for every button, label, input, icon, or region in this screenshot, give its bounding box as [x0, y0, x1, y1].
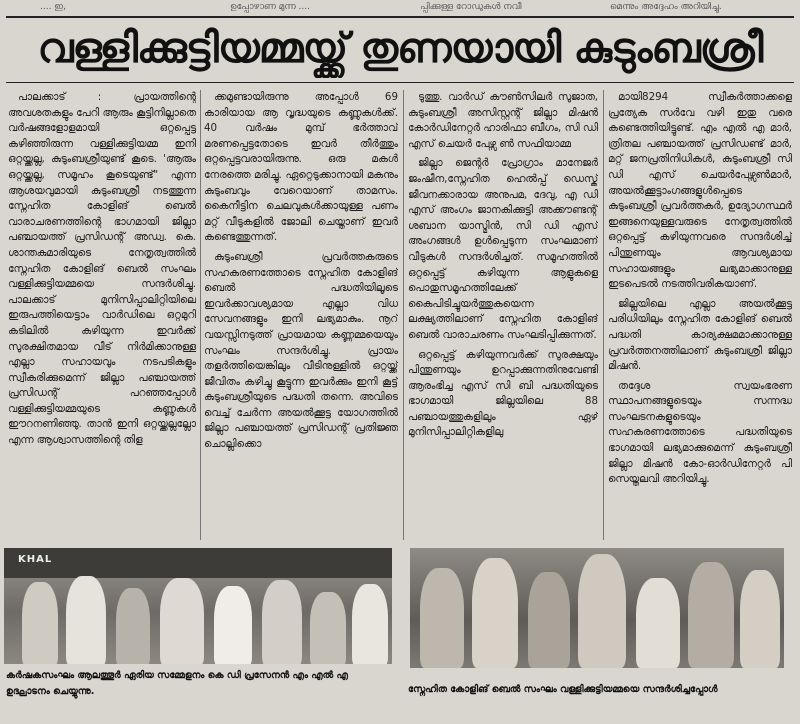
- person-figure: [740, 570, 780, 668]
- visit-photo: [410, 548, 784, 668]
- strip-text-left: .... ഇ,: [40, 2, 66, 12]
- person-figure: [528, 572, 570, 668]
- person-figure: [66, 576, 106, 664]
- column-divider: [200, 90, 201, 540]
- person-figure: [472, 558, 518, 668]
- column-divider: [403, 90, 404, 540]
- article-column-3: [408, 90, 598, 542]
- visit-photo-caption: സ്നേഹിത കോളിങ് ബെൽ സംഘം വള്ളിക്കുട്ടിയമ്മയെ സന്ദർശിച്ചപ്പോൾ: [408, 684, 718, 695]
- previous-article-strip: [0, 0, 800, 16]
- meeting-photo: [4, 548, 392, 664]
- person-figure: [688, 562, 734, 668]
- column-divider: [603, 90, 604, 540]
- person-figure: [310, 592, 346, 664]
- article-column-1: [8, 90, 196, 542]
- person-figure: [22, 582, 58, 664]
- person-figure: [214, 586, 252, 664]
- banner-sign-text: KHAL: [18, 554, 53, 565]
- person-figure: [578, 554, 626, 668]
- paragraph: ക്കമുണ്ടായിരുന്നു അപ്പോൾ 69 കാരിയായ ആ വൃദ്ധയുടെ കണ്ണുകൾക്ക്. 40 വർഷം മുമ്പ് ഭർത്താവ് മരണപ്പെട്ടതോടെ ഇവർ തീർത്തും ഒറ്റപ്പെട്ടവരായിരുന്നു. ഒരു മകൾ നേരത്തെ മരിച്ചു. ഏറ്റെടുക്കാനായി മകനും കുടുംബവും വേറെയാണ് താമസം. കൈനീട്ടിന ചെലവുകൾക്കായുള്ള പണം മറ്റ് വീടുകളിൽ ജോലി ചെയ്താണ് ഇവർ കണ്ടെത്തുന്നത്.: [204, 91, 398, 244]
- person-figure: [420, 568, 464, 668]
- paragraph: ജില്ലാ ജെന്റർ പ്രോഗ്രാം മാനേജർ ജംഷീന,സ്നേഹിത ഹെൽപ്പ് ഡെസ്ക് ജീവനക്കാരായ അനുപമ, ദേവു, എ ഡി എസ് അംഗം ജാനകിക്കുട്ടി അക്കൗണ്ടന്റ് ശബാന യാസ്മിൻ, സി ഡി എസ് അംഗങ്ങൾ ഉൾപ്പെടുന്ന സംഘമാണ് വീടുകൾ സന്ദർശിച്ചത്. സമൂഹത്തിൽ ഒറ്റപ്പെട്ട് കഴിയുന്ന ആളുകളെ പൊതുസമൂഹത്തിലേക്ക് കൈപിടിച്ചുയർത്തുകയെന്ന ലക്ഷ്യത്തിലാണ് സ്നേഹിത കോളിങ് ബെൽ വാരാചരണം സംഘടിപ്പിക്കുന്നത്.: [408, 157, 598, 341]
- person-figure: [636, 578, 680, 668]
- person-figure: [262, 580, 302, 664]
- person-figure: [352, 584, 388, 664]
- article-column-4: [608, 90, 792, 542]
- paragraph: ജില്ലയിലെ എല്ലാ അയൽക്കൂട്ട പരിധിയിലും സ്നേഹിത കോളിങ് ബെൽ പദ്ധതി കാര്യക്ഷമമാക്കാനുള്ള പ്രവർത്തനത്തിലാണ് കുടുംബശ്രീ ജില്ലാ മിഷൻ.: [608, 297, 792, 373]
- paragraph: മായി8294 സ്വീകർത്താക്കളെ പ്രത്യേക സർവേ വഴി ഇതു വരെ കണ്ടെത്തിയിട്ടുണ്ട്. എം എൽ എ മാർ, ത്രിതല പഞ്ചായത്ത് പ്രസിഡണ്ട് മാർ, മറ്റ് ജനപ്രതിനിധികൾ, കുടുംബശ്രീ സി ഡി എസ് ചെയർപേഴ്സൺമാർ, അയൽക്കൂട്ടാംഗങ്ങളുൾപ്പെടെ കുടുംബശ്രീ പ്രവർത്തകർ, ഉദ്യോഗസ്ഥർ ഇങ്ങനെയുള്ളവരുടെ നേതൃത്വത്തിൽ ഒറ്റപ്പെട്ട് കഴിയുന്നവരെ സന്ദർശിച്ച് പിന്തുണയും ആവശ്യമായ സഹായങ്ങളും ലഭ്യമാക്കാനുള്ള ഇടപെടൽ നടത്തിവരികയാണ്.: [608, 91, 792, 291]
- strip-text-middle-1: ഉപ്പോഴാണ മുന്ന ....: [230, 2, 310, 12]
- strip-text-right: മെന്നും അദ്ദേഹം അറിയിച്ചു.: [610, 2, 722, 12]
- headline-rule: [6, 82, 794, 83]
- paragraph: ടുത്തു. വാർഡ് കൗൺസിലർ സുജാത, കുടുംബശ്രീ അസിസ്റ്റന്റ് ജില്ലാ മിഷൻ കോർഡിനേറ്റർ ഹാരിഫാ ബീഗം, സി ഡി എസ് ചെയർ പേഴ്സ ൺ സഫിയാമ്മ: [408, 91, 598, 150]
- paragraph: പാലക്കാട് : പ്രായത്തിന്റെ അവശതകളും പേറി ആരും കൂട്ടിനില്ലാതെ വർഷങ്ങളോളമായി ഒറ്റപ്പെട്ട കഴിഞ്ഞിരുന്ന വള്ളിക്കുട്ടിയമ്മ ഇനി ഒറ്റയ്ക്കല്ല, കുടുംബശ്രീയുണ്ട് കൂടെ. 'ആരും ഒറ്റയ്ക്കല്ല, സമൂഹം കൂടെയുണ്ട്" എന്ന ആശയവുമായി കുടുംബശ്രീ നടത്തുന്ന സ്നേഹിത കോളിങ് ബെൽ വാരാചരണത്തിന്റെ ഭാഗമായി ജില്ലാ പഞ്ചായത്ത് പ്രസിഡന്റ് അഡ്വ. കെ. ശാന്തകുമാരിയുടെ നേതൃത്വത്തിൽ സ്നേഹിത കോളിങ് ബെൽ സംഘം വള്ളിക്കുട്ടിയമ്മയെ സന്ദർശിച്ചു. പാലക്കാട് മുനിസിപ്പാലിറ്റിയിലെ ഇരുപത്തിയെട്ടാം വാർഡിലെ ഒറ്റമുറി കടിലിൽ കഴിയുന്ന ഇവർക്ക് സുരക്ഷിതമായ വീട് നിർമിക്കാനുള്ള എല്ലാ സഹായവും നടപടികളും സ്വീകരിക്കുമെന്ന് ജില്ലാ പഞ്ചായത്ത് പ്രസിഡന്റ് പറഞ്ഞപ്പോൾ വള്ളിക്കുട്ടിയമ്മയുടെ കണ്ണുകൾ ഈറനണിഞ്ഞു. താൻ ഇനി ഒറ്റയ്ക്കല്ലല്ലോ എന്ന ആശ്വാസത്തിന്റെ തിള: [8, 91, 196, 447]
- person-figure: [160, 578, 204, 664]
- headline: വള്ളിക്കുട്ടിയമ്മയ്ക്ക് തുണയായി കുടുംബശ്രീ: [37, 24, 763, 72]
- banner-backdrop: [4, 548, 392, 578]
- meeting-photo-caption: കർഷകസംഘം ആലത്തൂർ ഏരിയ സമ്മേളനം കെ ഡി പ്രസേനൻ എം എൽ എ ഉദ്ഘാടനം ചെയ്യുന്നു.: [6, 670, 348, 697]
- strip-text-middle-2: പ്പിക്കുള്ള റോഡുകൾ നവീ: [420, 2, 522, 12]
- paragraph: തദ്ദേശ സ്വയംഭരണ സ്ഥാപനങ്ങളുടെയും സന്നദ്ധ സംഘടനകളുടെയും സഹകരണത്തോടെ പദ്ധതിയുടെ ഭാഗമായി ലഭ്യമാക്കുമെന്ന് കുടുംബശ്രീ ജില്ലാ മിഷൻ കോ-ഓർഡിനേറ്റർ പി സെയ്തലവി അറിയിച്ചു.: [608, 379, 792, 486]
- paragraph: ഒറ്റപ്പെട്ട് കഴിയുന്നവർക്ക് സുരക്ഷയും പിന്തുണയും ഉറപ്പാക്കുന്നതിനുവേണ്ടി ആരംഭിച്ച എസ് സി ബി പദ്ധതിയുടെ ഭാഗമായി ജില്ലയിലെ 88 പഞ്ചായത്തുകളിലും ഏഴ് മുനിസിപ്പാലിറ്റികളിലു: [408, 348, 598, 439]
- paragraph: കുടുംബശ്രീ പ്രവർത്തകരുടെ സഹകരണത്തോടെ സ്നേഹിത കോളിങ് ബെൽ പദ്ധതിയിലൂടെ ഇവർക്കാവശ്യമായ എല്ലാ വിധ സേവനങ്ങളും ഇനി ലഭ്യമാകും. നൂറ് വയസ്സിനടുത്ത് പ്രായമായ കണ്ണമ്മയെയും സംഘം സന്ദർശിച്ചു. പ്രായം തളർത്തിയെങ്കിലും വീടിനുള്ളിൽ ഒറ്റയ്ക്ക് ജീവിതം കഴിച്ചു കൂട്ടുന്ന ഇവർക്കും ഇനി കൂട്ട് കുടുംബശ്രീയുടെ പദ്ധതി തന്നെ. അവിടെ വെച്ച് ചേർന്ന അയൽക്കൂട്ട യോഗത്തിൽ ജില്ലാ പഞ്ചായത്ത് പ്രസിഡന്റ് പ്രതിജ്ഞ ചൊല്ലിക്കൊ: [204, 250, 398, 451]
- article-column-2: [204, 90, 398, 542]
- person-figure: [116, 588, 150, 664]
